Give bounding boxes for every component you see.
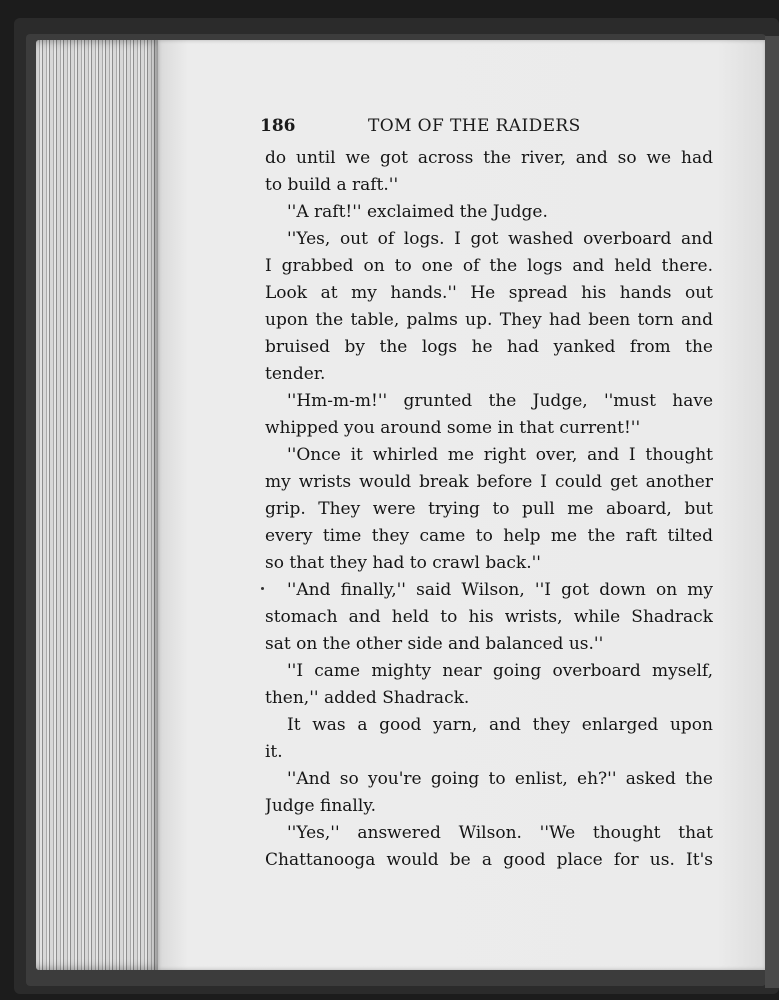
text-line: stomach and held to his wrists, while Shadrack: [265, 607, 713, 627]
text-line: upon the table, palms up. They had been torn and: [265, 310, 713, 330]
text-line: Judge finally.: [265, 796, 377, 816]
text-line: tender.: [265, 364, 326, 384]
text-line: ''Once it whirled me right over, and I thought: [287, 445, 713, 465]
text-line: ''And so you're going to enlist, eh?'' asked the: [287, 769, 713, 789]
text-line: then,'' added Shadrack.: [265, 688, 470, 708]
text-line: bruised by the logs he had yanked from the: [265, 337, 713, 357]
text-line: ''Yes, out of logs. I got washed overboard and: [287, 229, 713, 249]
text-line: sat on the other side and balanced us.'': [265, 634, 604, 654]
text-line: to build a raft.'': [265, 175, 399, 195]
text-line: Chattanooga would be a good place for us. It's: [265, 850, 713, 870]
margin-mark: [261, 587, 264, 590]
text-line: ''Yes,'' answered Wilson. ''We thought that: [287, 823, 713, 843]
body-text: [265, 145, 713, 874]
running-title: TOM OF THE RAIDERS: [368, 116, 581, 136]
text-line: ''A raft!'' exclaimed the Judge.: [287, 202, 548, 222]
text-line: I grabbed on to one of the logs and held there.: [265, 256, 713, 276]
text-line: every time they came to help me the raft tilted: [265, 526, 713, 546]
right-binding-edge: [765, 36, 779, 988]
text-line: whipped you around some in that current!'': [265, 418, 641, 438]
text-line: ''And finally,'' said Wilson, ''I got down on my: [287, 580, 713, 600]
text-line: ''Hm-m-m!'' grunted the Judge, ''must have: [287, 391, 713, 411]
page-header: [260, 116, 720, 142]
text-line: do until we got across the river, and so we had: [265, 148, 713, 168]
text-line: so that they had to crawl back.'': [265, 553, 541, 573]
text-line: It was a good yarn, and they enlarged upon: [287, 715, 713, 735]
text-line: my wrists would break before I could get another: [265, 472, 713, 492]
text-line: it.: [265, 742, 283, 762]
page-number: 186: [260, 116, 296, 136]
page-edges-stack: [36, 40, 162, 970]
text-line: grip. They were trying to pull me aboard, but: [265, 499, 713, 519]
text-line: Look at my hands.'' He spread his hands out: [265, 283, 713, 303]
text-line: ''I came mighty near going overboard myself,: [287, 661, 713, 681]
